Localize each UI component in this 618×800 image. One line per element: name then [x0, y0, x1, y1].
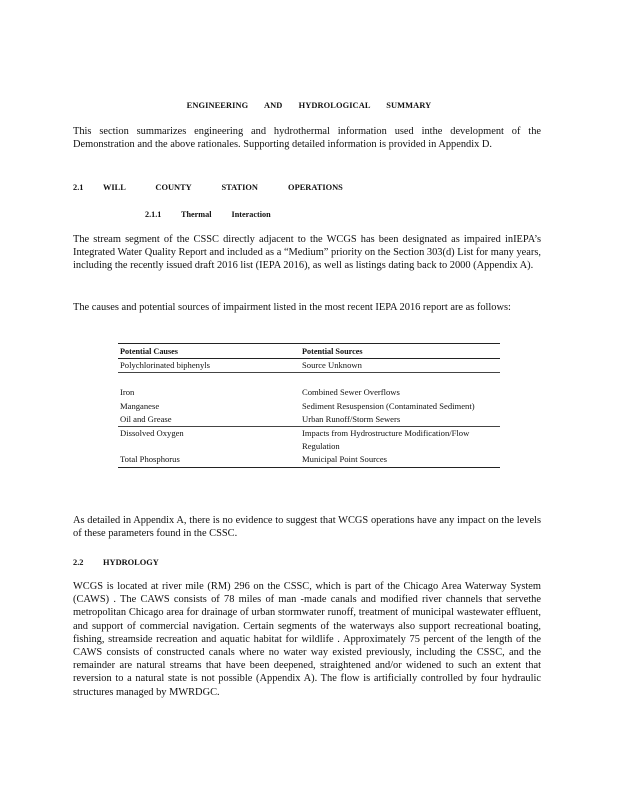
source-cell: Combined Sewer Overflows	[302, 387, 400, 398]
section-number: 2.2	[73, 558, 84, 567]
cause-cell: Dissolved Oxygen	[120, 428, 184, 439]
intro-paragraph: This section summarizes engineering and hydrothermal information used inthe development of the Demonstration and the above rationales. Supporting detailed information is provided in Appendix D.	[73, 126, 541, 151]
cause-cell: Iron	[120, 387, 135, 398]
table-row	[118, 386, 500, 399]
cause-cell: Manganese	[120, 400, 160, 411]
source-cell: Municipal Point Sources	[300, 453, 500, 467]
cause-cell: Total Phosphorus	[118, 453, 300, 467]
section-number: 2.1.1	[145, 210, 162, 219]
source-cell: Source Unknown	[300, 359, 500, 373]
cause-cell: Polychlorinated biphenyls	[118, 359, 300, 373]
page-title: ENGINEERING AND HYDROLOGICAL SUMMARY	[186, 101, 432, 110]
causes-intro-paragraph: The causes and potential sources of impairment listed in the most recent IEPA 2016 report are as follows:	[73, 302, 511, 313]
table-row	[118, 359, 500, 373]
section-title: Thermal Interaction	[181, 210, 271, 219]
table-row	[118, 427, 500, 454]
section-heading-2-1	[73, 181, 343, 194]
section-heading-2-2	[73, 556, 159, 569]
stream-segment-paragraph: The stream segment of the CSSC directly adjacent to the WCGS has been designated as impaired inIEPA’s Integrated Water Quality Report and included as a “Medium” priority on the Section 303(d) List for many years, including the recently issued draft 2016 list (IEPA 2016), as well as listings dating back to 2000 (Appendix A).	[73, 234, 541, 272]
causes-sources-table	[118, 343, 500, 468]
hydrology-paragraph: WCGS is located at river mile (RM) 296 on the CSSC, which is part of the Chicago Area Waterway System (CAWS) . The CAWS consists of 78 miles of man -made canals and modified river channels that servethe metropolitan Chicago area for drainage of urban stormwater runoff, treatment of municipal wastewater effluent, and support of commercial navigation. Certain segments of the waterways also support recreational boating, fishing, streamside recreation and aquatic habitat for wildlife . Approximately 75 percent of the length of the CAWS consists of constructed canals where no water way existed previously, including the CSSC, and the remainder are natural streams that have been deepened, straightened and/or widened to such an extent that reversion to a natural state is not possible (Appendix A). The flow is artificially controlled by four hydraulic structures managed by MWRDGC.	[73, 581, 541, 698]
section-number: 2.1	[73, 183, 84, 192]
source-cell: Impacts from Hydrostructure Modification/Flow	[302, 428, 470, 439]
source-cell: Urban Runoff/Storm Sewers	[300, 413, 500, 427]
detailed-appendix-paragraph: As detailed in Appendix A, there is no evidence to suggest that WCGS operations have any impact on the levels of these parameters found in the CSSC.	[73, 515, 541, 540]
source-cell: Regulation	[302, 441, 340, 452]
header-potential-causes: Potential Causes	[118, 344, 300, 359]
section-title: WILL COUNTY STATION OPERATIONS	[103, 183, 343, 192]
table-row	[118, 453, 500, 467]
section-title: HYDROLOGY	[103, 558, 159, 567]
table-row	[118, 413, 500, 427]
table-row	[118, 400, 500, 413]
source-cell: Sediment Resuspension (Contaminated Sediment)	[302, 400, 475, 411]
section-heading-2-1-1	[145, 208, 271, 221]
header-potential-sources: Potential Sources	[300, 344, 500, 359]
cause-cell: Oil and Grease	[118, 413, 300, 427]
table-header-row	[118, 344, 500, 359]
